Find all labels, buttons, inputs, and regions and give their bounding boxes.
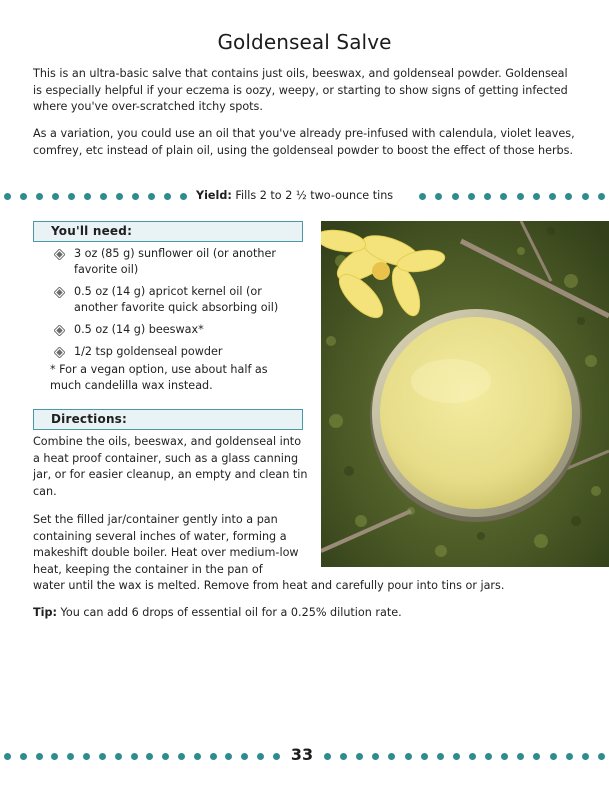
variation-paragraph: As a variation, you could use an oil that you've already pre-infused with calendula, violet leaves, comfrey, etc instead of plain oil, using the goldenseal powder to boost the effect of those herbs. bbox=[33, 127, 575, 157]
diamond-bullet-icon bbox=[54, 287, 65, 298]
dot-divider-right bbox=[419, 191, 605, 201]
yield-row bbox=[0, 188, 609, 204]
yield-text bbox=[196, 188, 393, 204]
diamond-bullet-icon bbox=[54, 249, 65, 260]
directions-step-2: Set the filled jar/container gently into a pan containing several inches of water, forming a makeshift double boiler. Heat over medium-low heat, keeping the container in the pan of bbox=[33, 513, 299, 577]
yield-value: Fills 2 to 2 ½ two-ounce tins bbox=[235, 189, 394, 202]
ingredient-item: 3 oz (85 g) sunflower oil (or another favorite oil) bbox=[54, 246, 304, 278]
vegan-note: * For a vegan option, use about half as much candelilla wax instead. bbox=[50, 363, 268, 392]
tip-text: You can add 6 drops of essential oil for a 0.25% dilution rate. bbox=[60, 606, 402, 619]
intro-paragraph: This is an ultra-basic salve that contains just oils, beeswax, and goldenseal powder. Goldenseal is especially helpful if your eczema is oozy, weepy, or starting to show signs of getting infected where you've over-scratched itchy spots. bbox=[33, 67, 568, 114]
page-number: 33 bbox=[290, 745, 314, 764]
page-footer bbox=[0, 745, 609, 765]
footer-dots-right bbox=[324, 751, 605, 761]
ingredient-item: 0.5 oz (14 g) apricot kernel oil (or another favorite quick absorbing oil) bbox=[54, 284, 304, 316]
page-title: Goldenseal Salve bbox=[217, 30, 392, 54]
yield-label: Yield: bbox=[196, 189, 232, 202]
tip-label: Tip: bbox=[33, 606, 57, 619]
ingredient-item: 0.5 oz (14 g) beeswax* bbox=[54, 322, 304, 338]
diamond-bullet-icon bbox=[54, 325, 65, 336]
salve-photo-image bbox=[321, 221, 609, 567]
footer-dots-left bbox=[4, 751, 280, 761]
directions-heading: Directions: bbox=[33, 409, 303, 430]
ingredient-list bbox=[54, 246, 304, 366]
ingredient-item: 1/2 tsp goldenseal powder bbox=[54, 344, 304, 360]
salve-tin-photo bbox=[321, 221, 609, 567]
directions-step-1: Combine the oils, beeswax, and goldenseal into a heat proof container, such as a glass canning jar, or for easier cleanup, an empty and clean tin can. bbox=[33, 435, 308, 499]
diamond-bullet-icon bbox=[54, 347, 65, 358]
dot-divider-left bbox=[4, 191, 187, 201]
needs-heading: You'll need: bbox=[33, 221, 303, 242]
directions-step-2-continued: water until the wax is melted. Remove from heat and carefully pour into tins or jars. bbox=[33, 579, 505, 592]
tip-paragraph bbox=[33, 605, 593, 621]
